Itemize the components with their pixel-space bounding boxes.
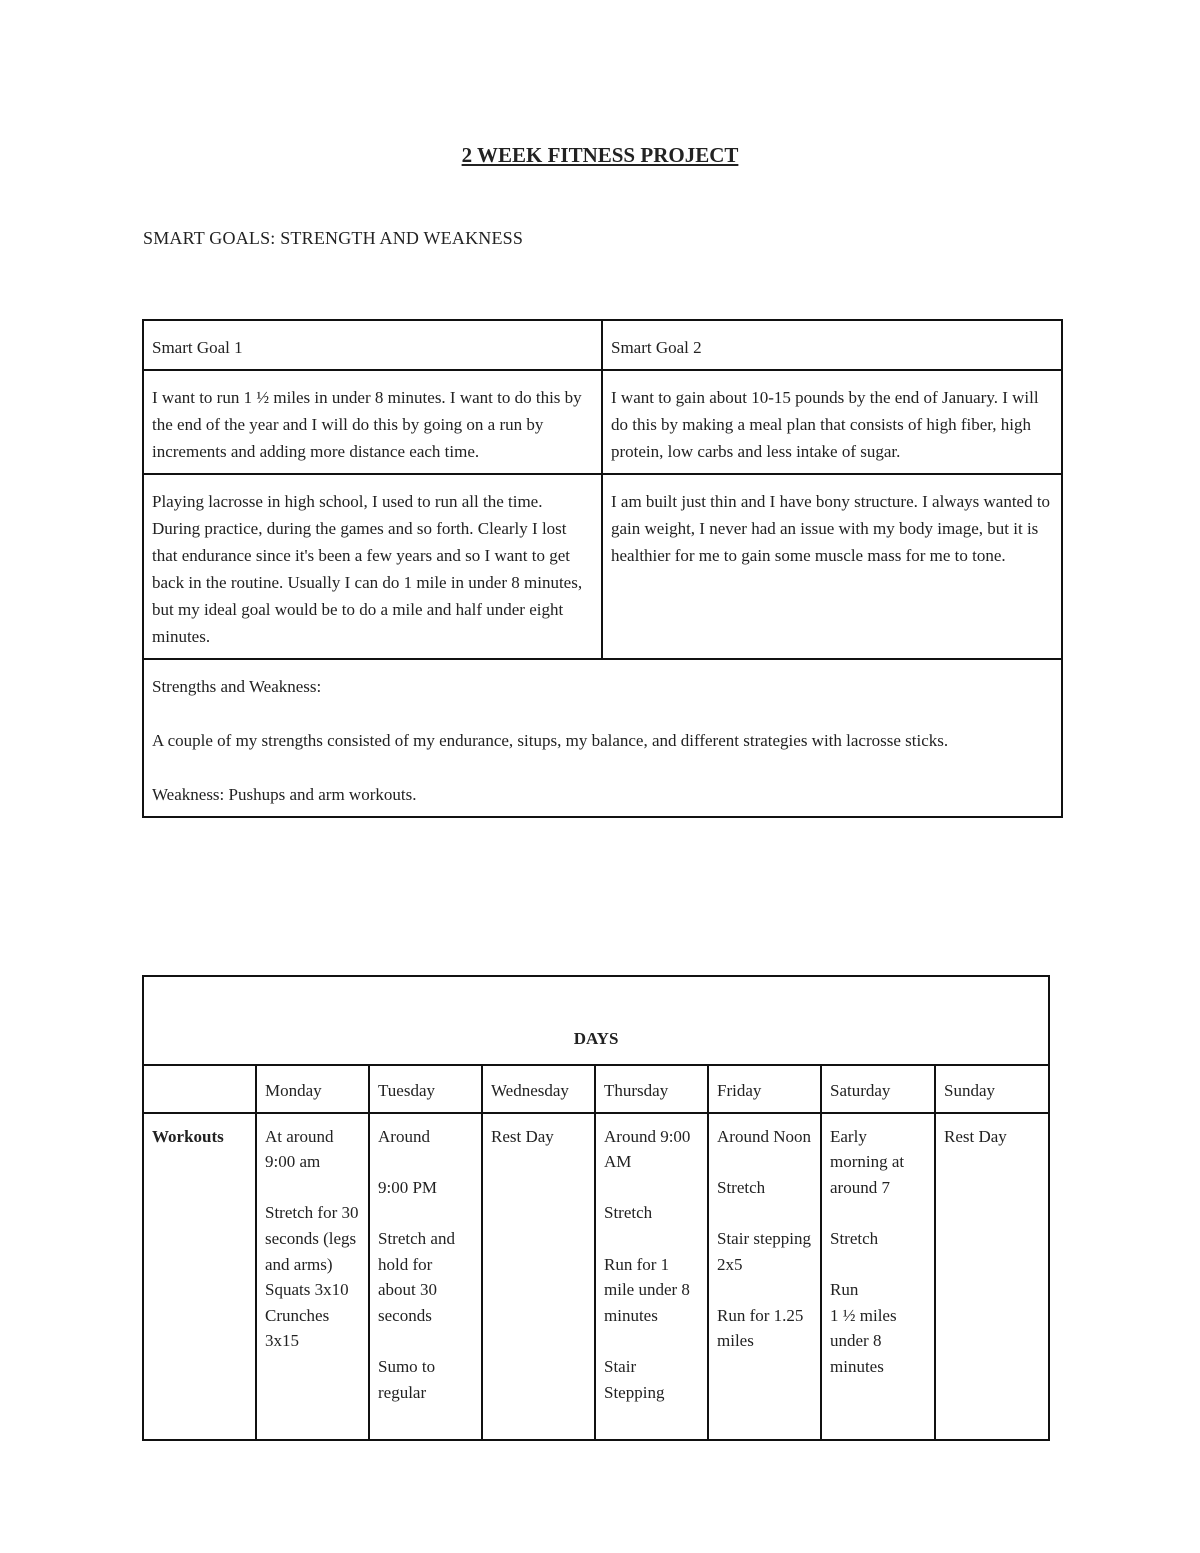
strengths-weakness-row bbox=[143, 659, 1062, 817]
workout-cell-friday bbox=[708, 1113, 821, 1440]
workout-line: Stretch bbox=[830, 1228, 879, 1248]
day-header-row bbox=[143, 1065, 1049, 1113]
workout-line: At around 9:00 am bbox=[265, 1126, 334, 1172]
workout-line: Around Noon bbox=[717, 1126, 811, 1146]
day-header-sunday: Sunday bbox=[935, 1065, 1049, 1113]
workout-line: Run bbox=[830, 1280, 859, 1300]
day-header-tuesday: Tuesday bbox=[369, 1065, 482, 1113]
workout-line: Rest Day bbox=[491, 1126, 554, 1146]
workout-line: Stair stepping 2x5 bbox=[717, 1228, 811, 1274]
day-header-monday: Monday bbox=[256, 1065, 369, 1113]
goals-reason-row bbox=[143, 474, 1062, 659]
workout-cell-monday bbox=[256, 1113, 369, 1440]
goal1-reason-text: Playing lacrosse in high school, I used to run all the time. During practice, during the games and so forth. Clearly I lost that endurance since it's been a few years and so I want to get back in the routine. Usually I can do 1 mile in under 8 minutes, but my ideal goal would be to do a mile and half under eight minutes. bbox=[152, 492, 583, 646]
goals-header-row bbox=[143, 320, 1062, 370]
goals-plan-row bbox=[143, 370, 1062, 474]
goal1-header-text: Smart Goal 1 bbox=[152, 338, 243, 357]
workout-line: Crunches 3x15 bbox=[265, 1305, 330, 1351]
days-heading-row bbox=[143, 976, 1049, 1065]
goal2-reason-text: I am built just thin and I have bony structure. I always wanted to gain weight, I never had an issue with my body image, but it is healthier for me to gain some muscle mass for me to tone. bbox=[611, 492, 1051, 565]
goal2-header bbox=[602, 320, 1062, 370]
workout-line: Stretch and hold for about 30 seconds bbox=[378, 1228, 455, 1325]
goal1-header bbox=[143, 320, 602, 370]
workout-cell-saturday bbox=[821, 1113, 935, 1440]
day-header-saturday: Saturday bbox=[821, 1065, 935, 1113]
goal1-reason-cell bbox=[143, 474, 602, 659]
workout-line: Run for 1 mile under 8 minutes bbox=[604, 1254, 690, 1325]
page-title: 2 WEEK FITNESS PROJECT bbox=[461, 143, 739, 167]
workout-cell-thursday bbox=[595, 1113, 708, 1440]
smart-goals-table bbox=[142, 319, 1063, 818]
workout-cell-tuesday bbox=[369, 1113, 482, 1440]
goal2-reason-cell bbox=[602, 474, 1062, 659]
workout-line: Around bbox=[378, 1126, 430, 1146]
workout-line: Early morning at around 7 bbox=[830, 1126, 905, 1197]
workout-line: Sumo to regular bbox=[378, 1356, 436, 1402]
workout-row bbox=[143, 1113, 1049, 1440]
days-heading: DAYS bbox=[143, 976, 1049, 1065]
section-subtitle: SMART GOALS: STRENGTH AND WEAKNESS bbox=[143, 228, 524, 248]
workout-line: Squats 3x10 bbox=[265, 1280, 349, 1300]
goal2-plan-text: I want to gain about 10-15 pounds by the end of January. I will do this by making a meal plan that consists of high fiber, high protein, low carbs and less intake of sugar. bbox=[611, 388, 1039, 461]
workout-cell-sunday bbox=[935, 1113, 1049, 1440]
day-header-empty bbox=[143, 1065, 256, 1113]
workout-line: Stretch bbox=[717, 1177, 766, 1197]
workout-line: Run for 1.25 miles bbox=[717, 1305, 804, 1351]
workout-line: 1 ½ miles under 8 minutes bbox=[830, 1305, 897, 1376]
workouts-label: Workouts bbox=[143, 1113, 256, 1440]
workout-line: Rest Day bbox=[944, 1126, 1007, 1146]
workout-schedule-table bbox=[142, 975, 1050, 1441]
day-header-friday: Friday bbox=[708, 1065, 821, 1113]
goal2-plan-cell bbox=[602, 370, 1062, 474]
workout-line: Stretch bbox=[604, 1203, 653, 1223]
workout-line: Stair Stepping bbox=[604, 1356, 665, 1402]
strengths-text: A couple of my strengths consisted of my endurance, situps, my balance, and different strategies with lacrosse sticks. bbox=[152, 731, 949, 750]
strengths-weakness-cell bbox=[143, 659, 1062, 817]
goal1-plan-cell bbox=[143, 370, 602, 474]
strengths-weakness-heading: Strengths and Weakness: bbox=[152, 677, 322, 696]
weakness-text: Weakness: Pushups and arm workouts. bbox=[152, 785, 417, 804]
day-header-thursday: Thursday bbox=[595, 1065, 708, 1113]
goal2-header-text: Smart Goal 2 bbox=[611, 338, 702, 357]
day-header-wednesday: Wednesday bbox=[482, 1065, 595, 1113]
workout-cell-wednesday bbox=[482, 1113, 595, 1440]
workout-line: Stretch for 30 seconds (legs and arms) bbox=[265, 1203, 359, 1274]
workout-line: 9:00 PM bbox=[378, 1177, 438, 1197]
workout-line: Around 9:00 AM bbox=[604, 1126, 691, 1172]
goal1-plan-text: I want to run 1 ½ miles in under 8 minutes. I want to do this by the end of the year and I will do this by going on a run by increments and adding more distance each time. bbox=[152, 388, 582, 461]
